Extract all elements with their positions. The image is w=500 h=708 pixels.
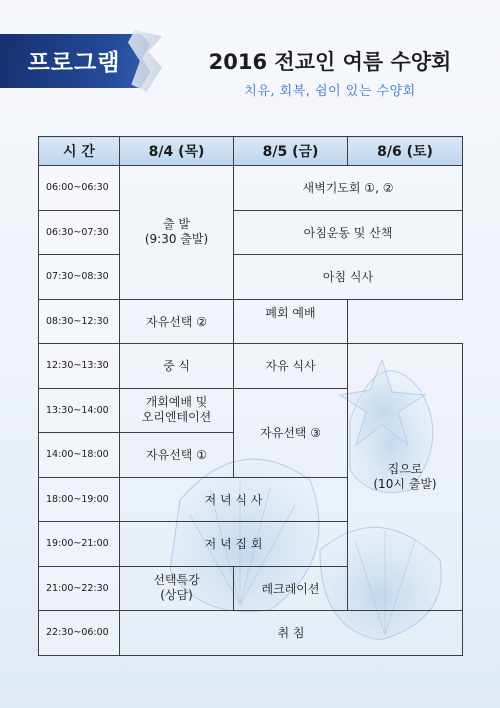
header-day-1: 8/4 (목): [120, 137, 234, 166]
time-slot: 06:00~06:30: [39, 166, 120, 211]
event-elective: 선택특강 (상담): [120, 566, 234, 611]
time-slot: 14:00~18:00: [39, 433, 120, 478]
event-breakfast: 아침 식사: [234, 255, 463, 300]
time-slot: 22:30~06:00: [39, 611, 120, 656]
event-lunch-thu: 중 식: [120, 344, 234, 389]
page-title: 2016 전교인 여름 수양회: [208, 50, 452, 74]
time-slot: 12:30~13:30: [39, 344, 120, 389]
event-depart: 출 발 (9:30 출발): [120, 166, 234, 300]
event-evening-meeting: 저 녁 집 회: [120, 522, 348, 567]
event-free-choice-1: 자유선택 ①: [120, 433, 234, 478]
header-time: 시 간: [39, 137, 120, 166]
time-slot: 08:30~12:30: [39, 299, 120, 344]
event-opening-worship: 개회예배 및 오리엔테이션: [120, 388, 234, 433]
event-morning-walk: 아침운동 및 산책: [234, 210, 463, 255]
page-subtitle: 치유, 회복, 쉼이 있는 수양회: [244, 84, 416, 99]
event-closing-worship: 폐회 예배: [234, 299, 348, 344]
time-slot: 18:00~19:00: [39, 477, 120, 522]
event-sleep: 취 침: [120, 611, 463, 656]
event-dawn-prayer: 새벽기도회 ①, ②: [234, 166, 463, 211]
time-slot: 06:30~07:30: [39, 210, 120, 255]
time-slot: 19:00~21:00: [39, 522, 120, 567]
event-dinner: 저 녁 식 사: [120, 477, 348, 522]
header-day-3: 8/6 (토): [348, 137, 463, 166]
time-slot: 07:30~08:30: [39, 255, 120, 300]
header-day-2: 8/5 (금): [234, 137, 348, 166]
time-slot: 13:30~14:00: [39, 388, 120, 433]
event-go-home: 집으로 (10시 출발): [348, 344, 463, 611]
event-recreation: 레크레이션: [234, 566, 348, 611]
event-free-choice-3: 자유선택 ③: [234, 388, 348, 477]
time-slot: 21:00~22:30: [39, 566, 120, 611]
event-lunch-fri: 자유 식사: [234, 344, 348, 389]
schedule-table: [38, 136, 463, 656]
program-badge-label: 프로그램: [27, 50, 121, 76]
event-free-choice-2: 자유선택 ②: [120, 299, 234, 344]
